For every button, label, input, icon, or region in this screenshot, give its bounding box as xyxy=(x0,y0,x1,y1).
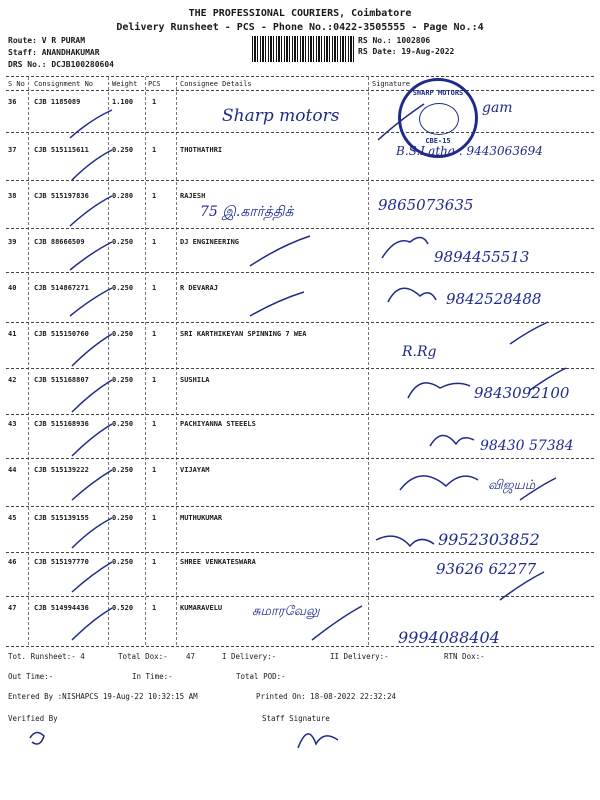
row-consignee: R DEVARAJ xyxy=(180,284,218,292)
handwritten-consignee: சுமாரவேலு xyxy=(252,604,320,619)
handwritten-signature: 9842528488 xyxy=(446,290,542,308)
row-sno: 45 xyxy=(8,514,17,522)
row-sno: 43 xyxy=(8,420,17,428)
row-weight: 0.280 xyxy=(112,192,134,200)
row-consignment: CJB 514994436 xyxy=(34,604,89,612)
row-consignment: CJB 515115611 xyxy=(34,146,89,154)
row-consignment: CJB 514867271 xyxy=(34,284,89,292)
tick-mark xyxy=(72,424,112,456)
row-consignment: CJB 515139222 xyxy=(34,466,89,474)
drs-number: DRS No.: DCJB100280604 xyxy=(8,60,114,69)
handwritten-signature: gam xyxy=(482,100,513,116)
row-consignment: CJB 1185089 xyxy=(34,98,81,106)
signature-stroke xyxy=(400,476,478,490)
tick-mark xyxy=(72,150,112,180)
row-sno: 46 xyxy=(8,558,17,566)
handwritten-signature: 9994088404 xyxy=(398,628,500,647)
row-pcs: 1 xyxy=(152,98,157,106)
in-time: In Time:- xyxy=(132,672,173,681)
row-consignment: CJB 515197836 xyxy=(34,192,89,200)
col-pcs: PCS xyxy=(148,80,161,88)
tot-runsheet: Tot. Runsheet:- 4 xyxy=(8,652,85,661)
row-pcs: 1 xyxy=(152,192,157,200)
rs-number: RS No.: 1002806 xyxy=(358,36,431,45)
route-label: Route: V R PURAM xyxy=(8,36,86,45)
tick-mark xyxy=(72,608,112,640)
staff-signature-label: Staff Signature xyxy=(262,714,330,723)
row-weight: 0.250 xyxy=(112,514,134,522)
row-weight: 0.250 xyxy=(112,558,134,566)
handwritten-signature: 9843092100 xyxy=(474,384,570,402)
verified-by: Verified By xyxy=(8,714,58,723)
row-consignment: CJB 515150760 xyxy=(34,330,89,338)
row-sno: 40 xyxy=(8,284,17,292)
col-weight: Weight xyxy=(112,80,138,88)
row-weight: 0.250 xyxy=(112,466,134,474)
row-consignee: KUMARAVELU xyxy=(180,604,223,612)
tick-mark xyxy=(70,196,112,226)
row-pcs: 1 xyxy=(152,466,157,474)
signature-stroke xyxy=(430,435,474,446)
tick-mark xyxy=(72,334,112,366)
row-pcs: 1 xyxy=(152,514,157,522)
row-consignment: CJB 88666509 xyxy=(34,238,85,246)
row-pcs: 1 xyxy=(152,420,157,428)
signature-stroke xyxy=(376,536,434,546)
col-signature: Signature xyxy=(372,80,410,88)
row-consignee: SHREE VENKATESWARA xyxy=(180,558,256,566)
col-sno: S No xyxy=(8,80,25,88)
company-title: THE PROFESSIONAL COURIERS, Coimbatore xyxy=(188,8,412,19)
tick-mark xyxy=(312,606,362,640)
tick-mark xyxy=(510,322,548,344)
row-sno: 36 xyxy=(8,98,17,106)
handwritten-consignee: 75 இ.கார்த்திக் xyxy=(200,204,294,220)
handwritten-signature: 98430 57384 xyxy=(480,438,574,454)
tick-mark xyxy=(530,368,566,390)
i-delivery: I Delivery:- xyxy=(222,652,277,661)
row-consignee: SUSHILA xyxy=(180,376,210,384)
rtn-dox: RTN Dox:- xyxy=(444,652,485,661)
row-consignment: CJB 515139155 xyxy=(34,514,89,522)
tick-mark xyxy=(72,518,112,548)
row-sno: 39 xyxy=(8,238,17,246)
handwritten-signature: B.S.Latha . 9443063694 xyxy=(396,144,543,158)
row-consignee: PACHIYANNA STEEELS xyxy=(180,420,256,428)
staff-signature-mark xyxy=(298,734,338,748)
tick-mark xyxy=(70,242,112,270)
runsheet-title: Delivery Runsheet - PCS - Phone No.:0422-3505555 - Page No.:4 xyxy=(116,22,484,33)
total-dox-label: Total Dox:- xyxy=(118,652,168,661)
out-time: Out Time:- xyxy=(8,672,54,681)
row-sno: 37 xyxy=(8,146,17,154)
row-weight: 0.250 xyxy=(112,376,134,384)
handwritten-signature: 9894455513 xyxy=(434,248,530,266)
tick-mark xyxy=(72,470,112,500)
tick-mark xyxy=(250,292,304,316)
row-pcs: 1 xyxy=(152,376,157,384)
handwritten-signature: 9952303852 xyxy=(438,530,540,549)
signature-stroke xyxy=(388,288,436,302)
handwritten-signature: 9865073635 xyxy=(378,196,474,214)
row-consignee: VIJAYAM xyxy=(180,466,210,474)
row-weight: 0.250 xyxy=(112,420,134,428)
tick-mark xyxy=(500,572,544,600)
row-consignee: MUTHUKUMAR xyxy=(180,514,223,522)
tick-mark xyxy=(72,562,112,592)
col-consignee: Consignee Details xyxy=(180,80,252,88)
total-pod: Total POD:- xyxy=(236,672,286,681)
stamp-bottom-text: CBE-15 xyxy=(425,137,451,145)
handwritten-consignee: Sharp motors xyxy=(222,106,340,126)
rs-date: RS Date: 19-Aug-2022 xyxy=(358,47,455,56)
handwritten-signature: R.Rg xyxy=(402,344,437,360)
entered-by: Entered By :NISHAPCS 19-Aug-22 10:32:15 AM xyxy=(8,692,198,701)
handwritten-signature: விஜயம் xyxy=(488,478,536,493)
tick-mark xyxy=(70,110,112,138)
row-weight: 0.250 xyxy=(112,330,134,338)
row-pcs: 1 xyxy=(152,146,157,154)
verified-signature-mark xyxy=(30,732,44,744)
total-dox-value: 47 xyxy=(186,652,196,661)
row-weight: 0.520 xyxy=(112,604,134,612)
tick-mark xyxy=(520,478,556,500)
row-pcs: 1 xyxy=(152,558,157,566)
row-pcs: 1 xyxy=(152,330,157,338)
tick-mark xyxy=(72,380,112,412)
tick-mark xyxy=(250,236,310,266)
staff-label: Staff: ANANDHAKUMAR xyxy=(8,48,100,57)
row-consignee: THOTHATHRI xyxy=(180,146,223,154)
row-consignment: CJB 515168807 xyxy=(34,376,89,384)
row-sno: 47 xyxy=(8,604,17,612)
row-sno: 42 xyxy=(8,376,17,384)
row-weight: 0.250 xyxy=(112,284,134,292)
tick-mark xyxy=(70,288,112,316)
handwritten-signature: 93626 62277 xyxy=(436,560,537,578)
row-weight: 0.250 xyxy=(112,238,134,246)
row-consignee: SRI KARTHIKEYAN SPINNING 7 WEA xyxy=(180,330,307,338)
ii-delivery: II Delivery:- xyxy=(330,652,389,661)
stamp-top-text: SHARP MOTORS xyxy=(412,89,464,97)
row-sno: 41 xyxy=(8,330,17,338)
row-pcs: 1 xyxy=(152,238,157,246)
row-consignee: RAJESH xyxy=(180,192,206,200)
signature-stroke xyxy=(382,237,428,258)
row-pcs: 1 xyxy=(152,284,157,292)
col-consignment: Consignment No xyxy=(34,80,94,88)
row-weight: 0.250 xyxy=(112,146,134,154)
signature-stroke xyxy=(408,383,470,398)
row-consignment: CJB 515197770 xyxy=(34,558,89,566)
printed-on: Printed On: 18-08-2022 22:32:24 xyxy=(256,692,396,701)
row-consignee: DJ ENGINEERING xyxy=(180,238,240,246)
tick-mark xyxy=(378,104,424,140)
row-sno: 44 xyxy=(8,466,17,474)
row-weight: 1.100 xyxy=(112,98,134,106)
row-pcs: 1 xyxy=(152,604,157,612)
row-sno: 38 xyxy=(8,192,17,200)
row-consignment: CJB 515168936 xyxy=(34,420,89,428)
